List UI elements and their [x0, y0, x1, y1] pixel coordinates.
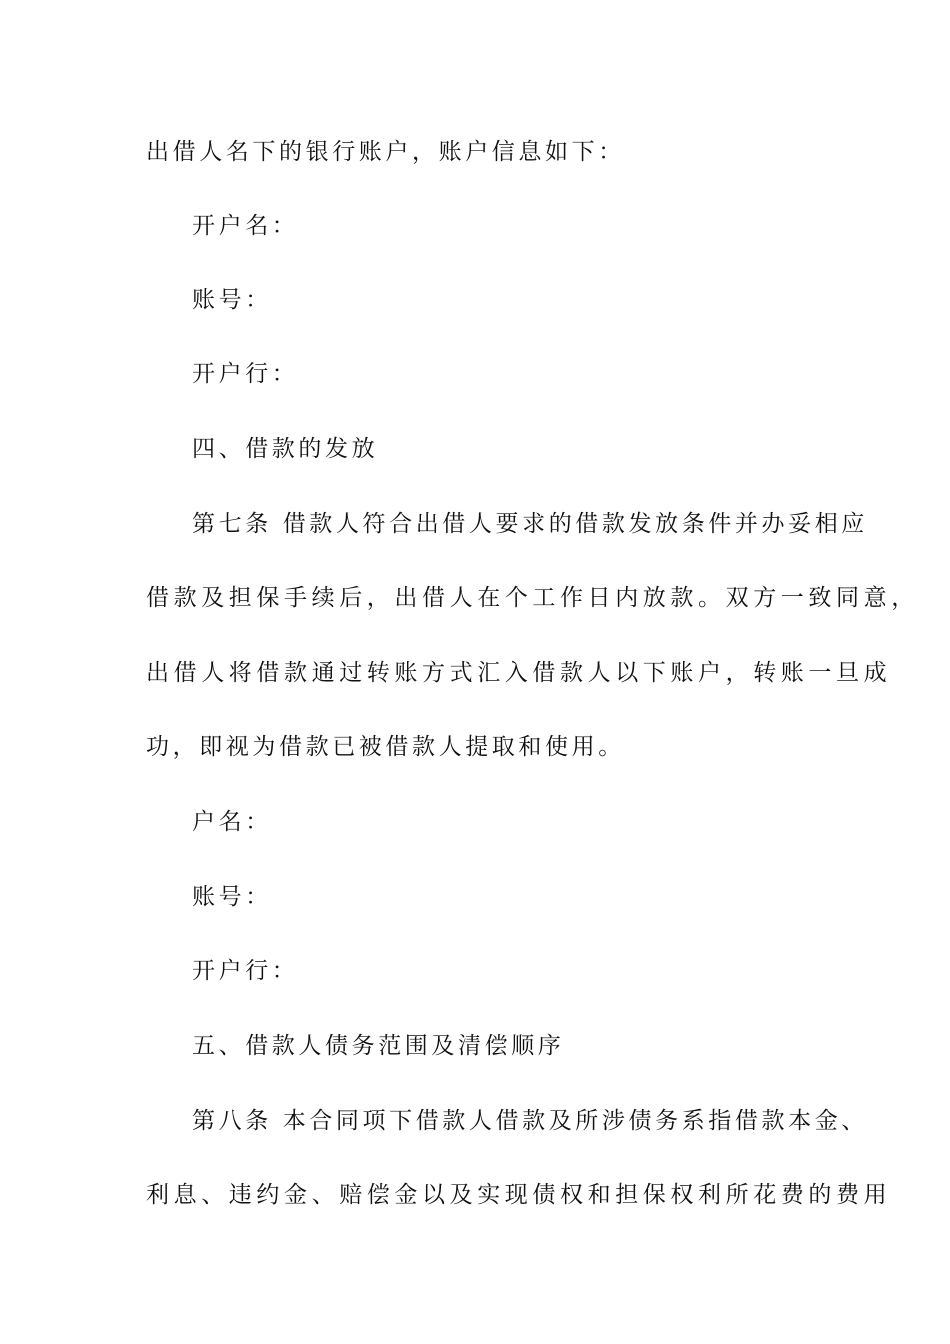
text-line-account-intro: 出借人名下的银行账户，账户信息如下： [146, 139, 625, 165]
article-eight-line-1: 第八条 本合同项下借款人借款及所涉债务系指借款本金、 [192, 1108, 868, 1134]
article-seven-line-1: 第七条 借款人符合出借人要求的借款发放条件并办妥相应 [192, 511, 868, 537]
article-seven-line-4: 功，即视为借款已被借款人提取和使用。 [146, 734, 625, 760]
text-line-payee-account-label: 账号： [192, 884, 272, 910]
text-line-payee-name-label: 户名： [192, 809, 272, 835]
text-line-account-number-label: 账号： [192, 287, 272, 313]
text-line-payee-bank-label: 开户行： [192, 958, 299, 984]
section-heading-loan-disbursement: 四、借款的发放 [192, 436, 379, 462]
article-eight-line-2: 利息、违约金、赔偿金以及实现债权和担保权利所花费的费用 [146, 1182, 892, 1208]
text-line-account-name-label: 开户名： [192, 213, 299, 239]
article-seven-line-2: 借款及担保手续后，出借人在个工作日内放款。双方一致同意， [146, 585, 919, 611]
article-seven-line-3: 出借人将借款通过转账方式汇入借款人以下账户，转账一旦成 [146, 660, 892, 686]
section-heading-debt-scope: 五、借款人债务范围及清偿顺序 [192, 1033, 565, 1059]
text-line-bank-label: 开户行： [192, 361, 299, 387]
